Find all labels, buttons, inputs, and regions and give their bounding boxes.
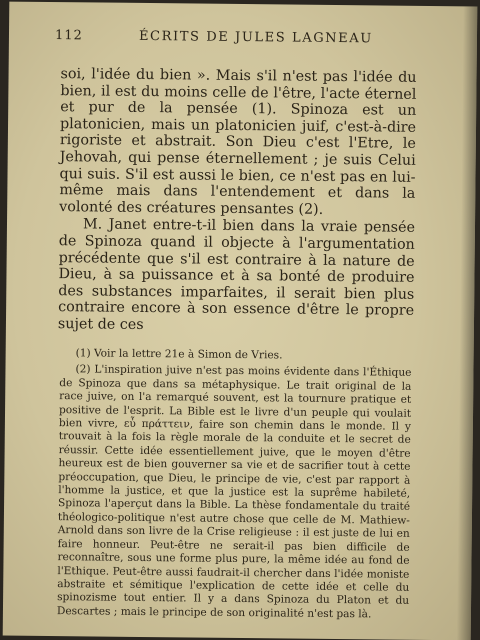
paragraph-1: soi, l'idée du bien ». Mais s'il n'est pas l'idée du bien, il est du moins celle de l'être, l'acte éternel et pur de la pensée (1). Spinoza est un platonicien, mais un platonicien juif, c'est-à-dire rigoriste et abstrait. Son Dieu c'est l'Etre, le Jehovah, qui pense éternellement ; je suis Celui qui suis. S'il est aussi le bien, ce n'est pas en lui-même mais dans l'entendement et dans la volonté des créatures pensantes (2). (59, 66, 417, 218)
book-page (3, 2, 478, 640)
footnote-1: (1) Voir la lettre 21e à Simon de Vries. (75, 347, 283, 362)
page-edge-shadow (457, 6, 478, 640)
footnote-2: (2) L'inspiration juive n'est pas moins évidente dans l'Éthique de Spinoza que dans sa métaphysique. Le trait original de la race juive, on l'a remarqué souvent, est la tournure pratique et positive de l'esprit. La Bible est le livre d'un peuple qui voulait bien vivre, εὖ πράττειν, faire son chemin dans le monde. Il y trouvait à la fois la règle morale de la conduite et le secret de réussir. Cette idée essentiellement juive, que le moyen d'être heureux est de bien gouverner sa vie et de sacrifier tout à cette préoccupation, que Dieu, le principe de vie, c'est par rapport à l'homme la justice, et que la justice est la suprême habileté, Spinoza l'aperçut dans la Bible. La thèse fondamentale du traité théologico-politique n'est autre chose que celle de M. Mathiew-Arnold dans son livre de la Crise religieuse : il est juste de lui en faire honneur. Peut-être ne serait-il pas bien difficile de reconnaître, sous une forme plus pure, la même idée au fond de l'Ethique. Peut-être aussi faudrait-il chercher dans l'idée moniste abstraite et sémitique l'explication de cette idée et celle du spinozisme tout entier. Il y a dans Spinoza du Platon et du Descartes ; mais le principe de son originalité n'est pas là. (56, 363, 412, 621)
page-header (54, 28, 437, 47)
main-text (58, 66, 417, 336)
paragraph-2: M. Janet entre-t-il bien dans la vraie pensée de Spinoza quand il objecte à l'argumentation précédente que s'il est contraire à la nature de Dieu, à sa puissance et à sa bonté de produire des substances imparfaites, il serait bien plus contraire encore à son essence d'être le propre sujet de ces (57, 216, 416, 333)
running-title: ÉCRITS DE JULES LAGNEAU (138, 28, 373, 47)
footnotes (57, 347, 412, 622)
page-number: 112 (54, 28, 83, 44)
